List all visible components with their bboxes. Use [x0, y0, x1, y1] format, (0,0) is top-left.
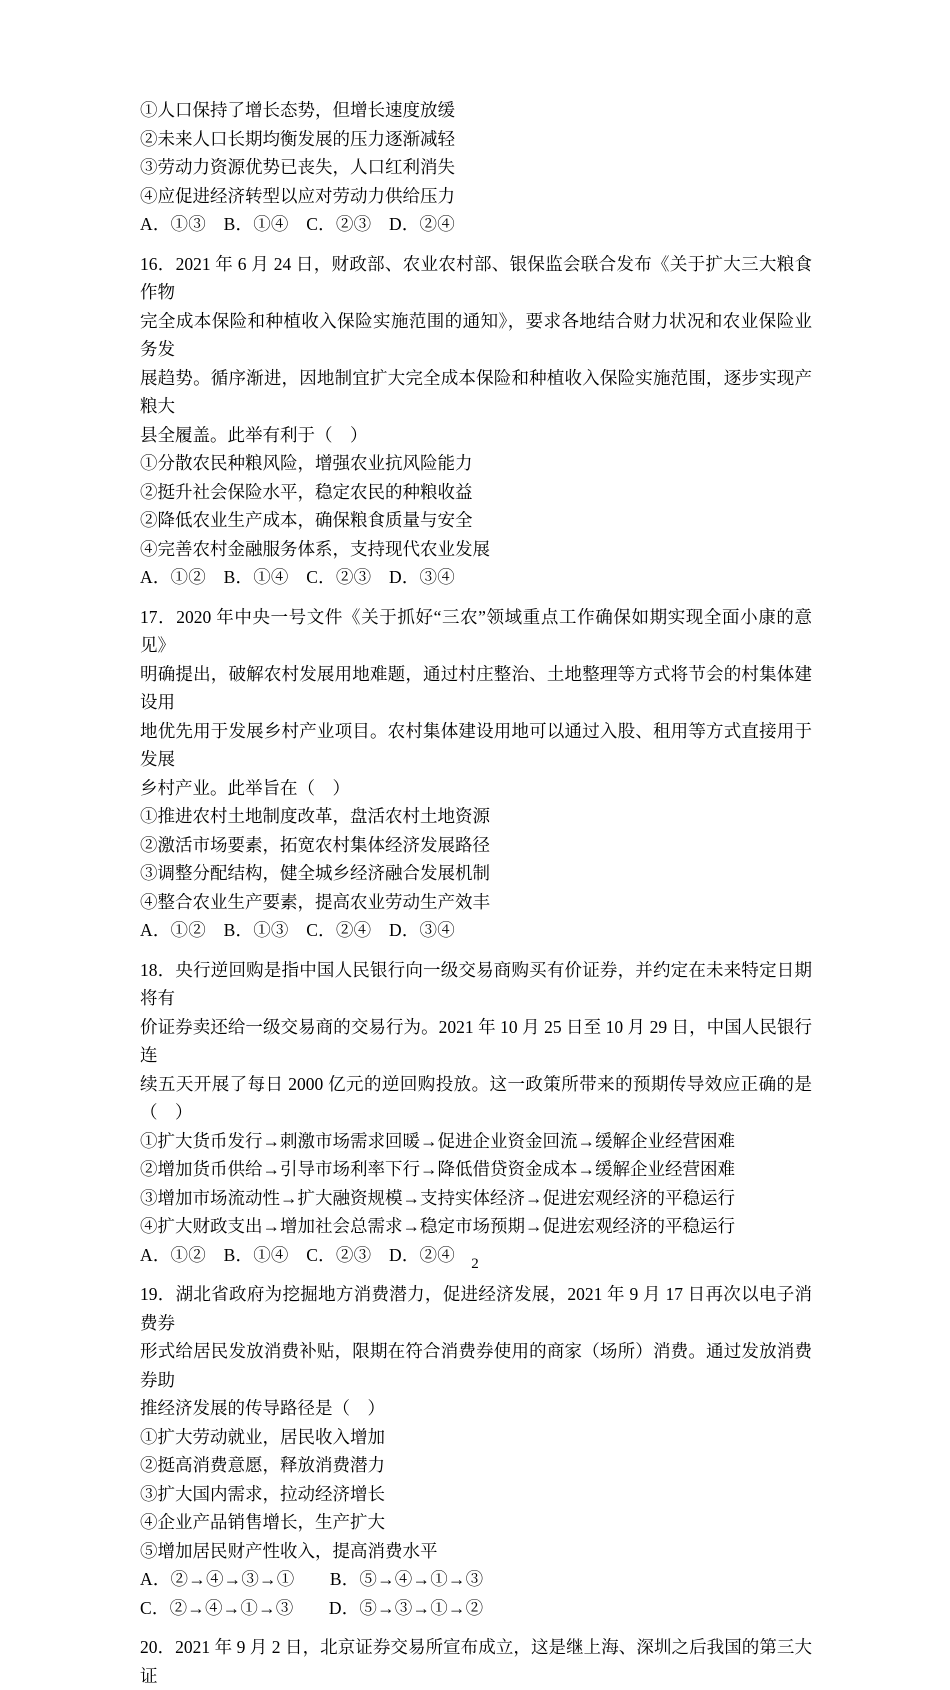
- question-stem-line: 17．2020 年中央一号文件《关于抓好“三农”领域重点工作确保如期实现全面小康的意见》: [140, 606, 812, 655]
- option-line: ①分散农民种粮风险，增强农业抗风险能力: [140, 453, 473, 473]
- option-line: ④扩大财政支出→增加社会总需求→稳定市场预期→促进宏观经济的平稳运行: [140, 1216, 735, 1236]
- question-stem-line: 续五天开展了每日 2000 亿元的逆回购投放。这一政策所带来的预期传导效应正确的是（ ）: [140, 1073, 812, 1122]
- question-stem-line: 推经济发展的传导路径是（ ）: [140, 1398, 385, 1418]
- option-line: ①扩大劳动就业，居民收入增加: [140, 1426, 385, 1447]
- question-stem-line: 明确提出，破解农村发展用地难题，通过村庄整治、土地整理等方式将节会的村集体建设用: [140, 663, 812, 712]
- question-stem-line: 地优先用于发展乡村产业项目。农村集体建设用地可以通过入股、租用等方式直接用于发展: [140, 720, 812, 769]
- question-stem-line: 19．湖北省政府为挖掘地方消费潜力，促进经济发展，2021 年 9 月 17 日再次以电子消费券: [140, 1284, 812, 1333]
- question-stem-line: 县全履盖。此举有利于（ ）: [140, 424, 368, 445]
- question-stem-line: 价证券卖还给一级交易商的交易行为。2021 年 10 月 25 日至 10 月 29 日，中国人民银行连: [140, 1016, 812, 1065]
- option-line: ②挺高消费意愿，释放消费潜力: [140, 1455, 385, 1475]
- question-block-16: [140, 250, 812, 592]
- option-line: ③增加市场流动性→扩大融资规模→支持实体经济→促进宏观经济的平稳运行: [140, 1187, 735, 1208]
- option-line: ③扩大国内需求，拉动经济增长: [140, 1483, 385, 1504]
- block-spacer: [140, 592, 812, 603]
- option-line: ④完善农村金融服务体系，支持现代农业发展: [140, 538, 490, 559]
- option-line: ②挺升社会保险水平，稳定农民的种粮收益: [140, 481, 473, 502]
- page-content: [140, 96, 812, 1690]
- question-stem-line: 16．2021 年 6 月 24 日，财政部、农业农村部、银保监会联合发布《关于扩大三大粮食作物: [140, 253, 812, 302]
- question-stem-line: 完全成本保险和种植收入保险实施范围的通知》，要求各地结合财力状况和农业保险业务发: [140, 310, 812, 359]
- question-stem-line: 形式给居民发放消费补贴，限期在符合消费券使用的商家（场所）消费。通过发放消费券助: [140, 1341, 812, 1390]
- question-block-15-options: [140, 96, 812, 239]
- option-line: ③调整分配结构，健全城乡经济融合发展机制: [140, 863, 490, 883]
- option-line: ②未来人口长期均衡发展的压力逐渐减轻: [140, 128, 455, 149]
- option-line: ①人口保持了增长态势，但增长速度放缓: [140, 100, 455, 120]
- question-stem-line: 乡村产业。此举旨在（ ）: [140, 777, 350, 798]
- question-stem-line: 20．2021 年 9 月 2 日，北京证券交易所宣布成立，这是继上海、深圳之后我国的第三大证: [140, 1637, 812, 1686]
- question-block-17: [140, 603, 812, 945]
- option-line: ⑤增加居民财产性收入，提高消费水平: [140, 1540, 438, 1561]
- answer-choices-line: A．①③ B．①④ C．②③ D．②④: [140, 214, 455, 234]
- option-line: ①扩大货币发行→刺激市场需求回暖→促进企业资金回流→缓解企业经营困难: [140, 1130, 735, 1151]
- page-number: 2: [471, 1256, 479, 1272]
- option-line: ②激活市场要素，拓宽农村集体经济发展路径: [140, 834, 490, 855]
- option-line: ④整合农业生产要素，提高农业劳动生产效丰: [140, 891, 490, 912]
- option-line: ②增加货币供给→引导市场利率下行→降低借贷资金成本→缓解企业经营困难: [140, 1159, 735, 1179]
- answer-choices-line: C．②→④→①→③ D．⑤→③→①→②: [140, 1597, 484, 1618]
- question-block-18: [140, 956, 812, 1270]
- question-block-20: [140, 1633, 812, 1690]
- block-spacer: [140, 1622, 812, 1633]
- answer-choices-line: A．①② B．①④ C．②③ D．②④: [140, 1244, 455, 1265]
- answer-choices-line: A．②→④→③→① B．⑤→④→①→③: [140, 1569, 484, 1589]
- option-line: ④企业产品销售增长，生产扩大: [140, 1512, 385, 1532]
- block-spacer: [140, 239, 812, 250]
- option-line: ③劳动力资源优势已丧失，人口红利消失: [140, 157, 455, 177]
- block-spacer: [140, 945, 812, 956]
- question-block-19: [140, 1280, 812, 1622]
- question-stem-line: 展趋势。循序渐进，因地制宜扩大完全成本保险和种植收入保险实施范围，逐步实现产粮大: [140, 367, 812, 416]
- option-line: ④应促进经济转型以应对劳动力供给压力: [140, 185, 455, 206]
- question-stem-line: 18．央行逆回购是指中国人民银行向一级交易商购买有价证券，并约定在未来特定日期将有: [140, 959, 812, 1008]
- option-line: ①推进农村土地制度改革，盘活农村土地资源: [140, 806, 490, 826]
- answer-choices-line: A．①② B．①④ C．②③ D．③④: [140, 567, 455, 587]
- option-line: ②降低农业生产成本，确保粮食质量与安全: [140, 510, 473, 530]
- answer-choices-line: A．①② B．①③ C．②④ D．③④: [140, 920, 455, 940]
